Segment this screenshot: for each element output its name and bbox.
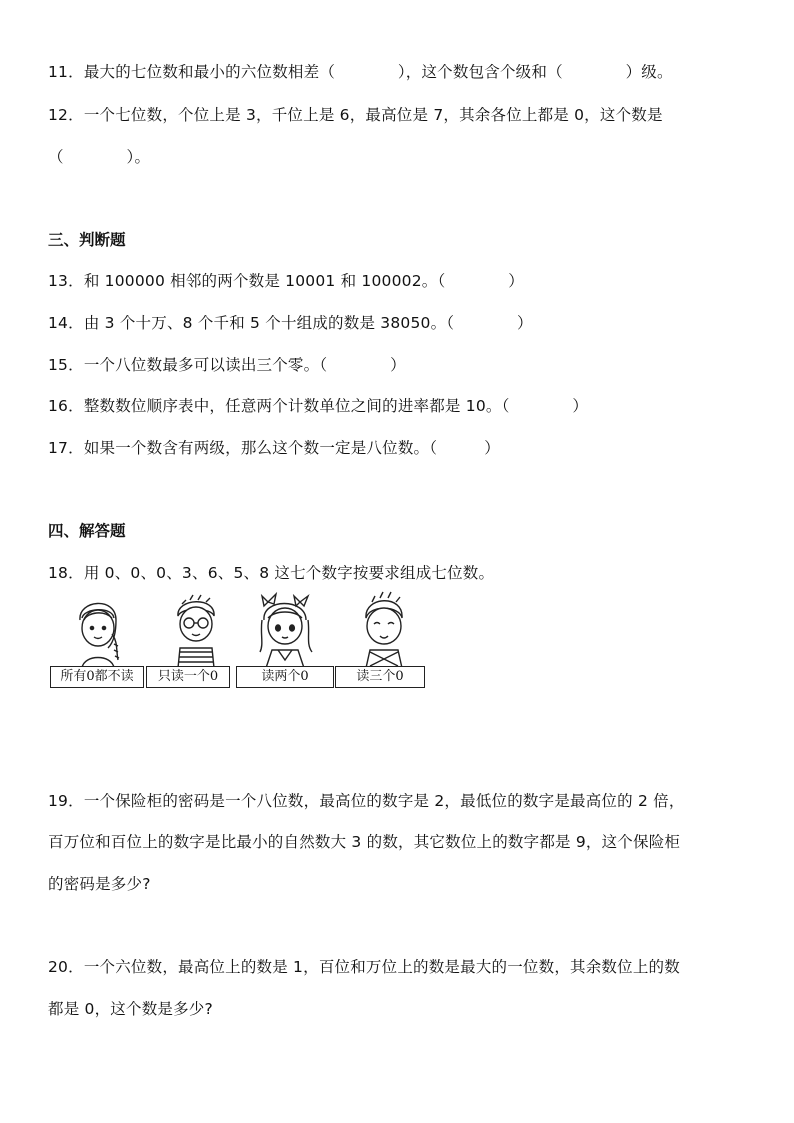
girl-braid-icon — [68, 590, 128, 668]
question-19-line2: 百万位和百位上的数字是比最小的自然数大 3 的数，其它数位上的数字都是 9，这个保险柜 — [48, 833, 681, 851]
question-11: 11．最大的七位数和最小的六位数相差（ ），这个数包含个级和（ ）级。 — [48, 63, 673, 81]
kid-label-1: 所有0都不读 — [50, 666, 144, 688]
question-19-line3: 的密码是多少? — [48, 875, 151, 893]
question-20-line2: 都是 0，这个数是多少? — [48, 1000, 213, 1018]
girl-bows-icon — [254, 590, 318, 668]
kid-label-4: 读三个0 — [335, 666, 425, 688]
question-12-line1: 12．一个七位数，个位上是 3，千位上是 6，最高位是 7，其余各位上都是 0，这个数是 — [48, 106, 663, 124]
boy-icon — [354, 590, 414, 668]
question-19-line1: 19．一个保险柜的密码是一个八位数，最高位的数字是 2，最低位的数字是最高位的 2 倍， — [48, 792, 685, 810]
kid-label-2: 只读一个0 — [146, 666, 230, 688]
boy-glasses-icon — [168, 590, 224, 668]
question-12-line2: （ ）。 — [48, 148, 151, 166]
kids-illustration — [48, 590, 428, 690]
question-20-line1: 20．一个六位数，最高位上的数是 1，百位和万位上的数是最大的一位数，其余数位上的数 — [48, 958, 680, 976]
question-14: 14．由 3 个十万、8 个千和 5 个十组成的数是 38050。（ ） — [48, 314, 533, 332]
question-15: 15．一个八位数最多可以读出三个零。（ ） — [48, 356, 406, 374]
section-heading-solve: 四、解答题 — [48, 522, 126, 540]
kid-label-3: 读两个0 — [236, 666, 334, 688]
question-18: 18．用 0、0、0、3、6、5、8 这七个数字按要求组成七位数。 — [48, 564, 495, 582]
question-13: 13．和 100000 相邻的两个数是 10001 和 100002。（ ） — [48, 272, 524, 290]
question-16: 16．整数数位顺序表中，任意两个计数单位之间的进率都是 10。（ ） — [48, 397, 589, 415]
question-17: 17．如果一个数含有两级，那么这个数一定是八位数。（ ） — [48, 439, 500, 457]
section-heading-judgement: 三、判断题 — [48, 231, 126, 249]
